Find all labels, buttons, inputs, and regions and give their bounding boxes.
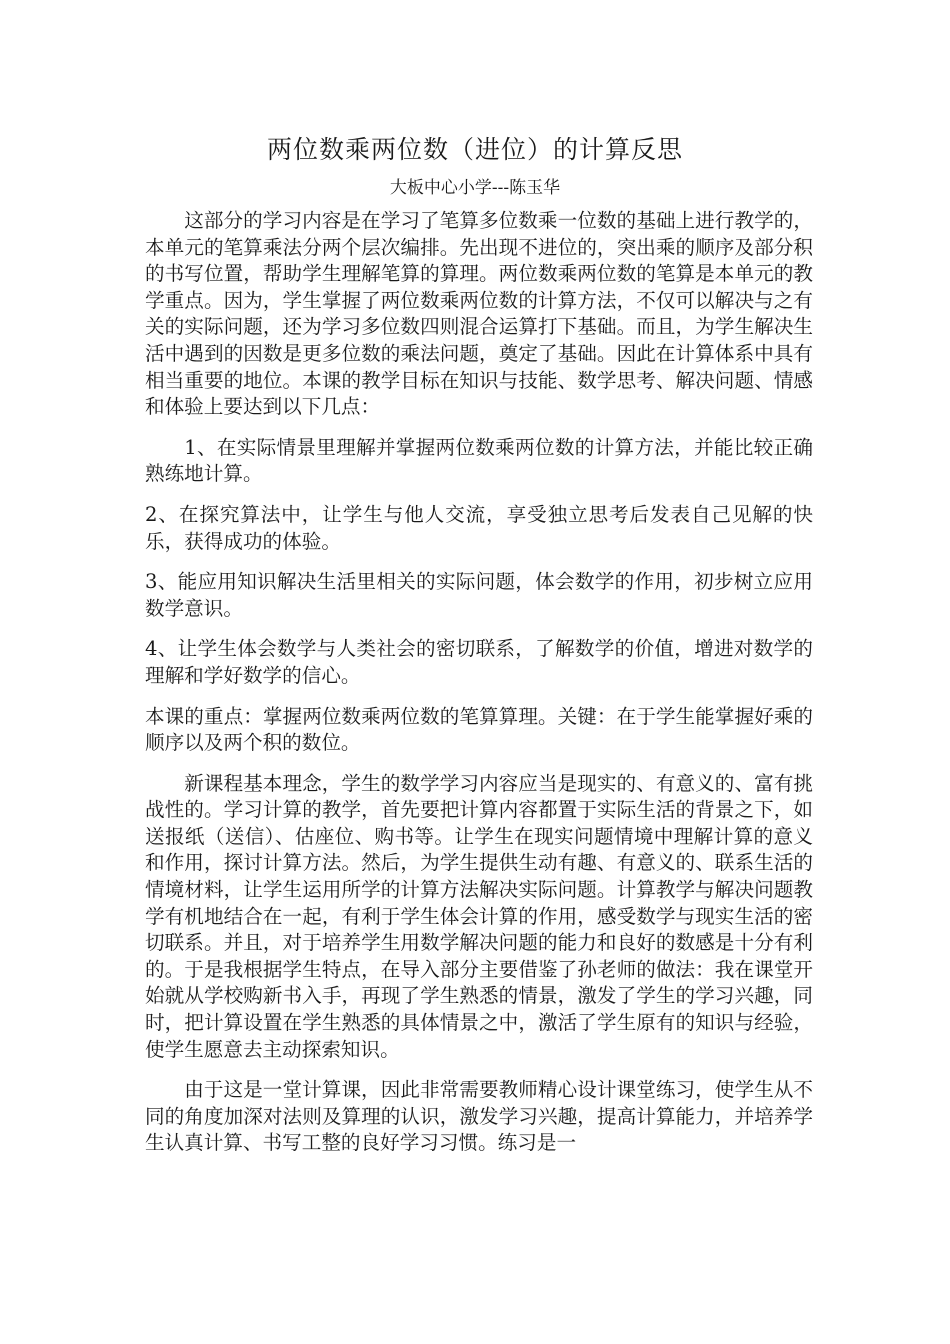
document-body bbox=[145, 208, 813, 1171]
paragraph-goal-2: 2、在探究算法中，让学生与他人交流，享受独立思考后发表自己见解的快乐，获得成功的体验。 bbox=[145, 502, 813, 553]
document-title: 两位数乘两位数（进位）的计算反思 bbox=[266, 135, 683, 164]
paragraph-curriculum-concept: 新课程基本理念，学生的数学学习内容应当是现实的、有意义的、富有挑战性的。学习计算的教学，首先要把计算内容都置于实际生活的背景之下，如送报纸（送信）、估座位、购书等。让学生在现实问题情境中理解计算的意义和作用，探讨计算方法。然后，为学生提供生动有趣、有意义的、联系生活的情境材料，让学生运用所学的计算方法解决实际问题。计算教学与解决问题教学有机地结合在一起，有利于学生体会计算的作用，感受数学与现实生活的密切联系。并且，对于培养学生用数学解决问题的能力和良好的数感是十分有利的。于是我根据学生特点，在导入部分主要借鉴了孙老师的做法：我在课堂开始就从学校购新书入手，再现了学生熟悉的情景，激发了学生的学习兴趣，同时，把计算设置在学生熟悉的具体情景之中，激活了学生原有的知识与经验，使学生愿意去主动探索知识。 bbox=[145, 771, 813, 1061]
paragraph-practice: 由于这是一堂计算课，因此非常需要教师精心设计课堂练习，使学生从不同的角度加深对法则及算理的认识，激发学习兴趣，提高计算能力，并培养学生认真计算、书写工整的良好学习习惯。练习是一 bbox=[145, 1078, 813, 1155]
paragraph-key-points: 本课的重点：掌握两位数乘两位数的笔算算理。关键：在于学生能掌握好乘的顺序以及两个积的数位。 bbox=[145, 704, 813, 755]
paragraph-intro: 这部分的学习内容是在学习了笔算多位数乘一位数的基础上进行教学的，本单元的笔算乘法分两个层次编排。先出现不进位的，突出乘的顺序及部分积的书写位置，帮助学生理解笔算的算理。两位数乘两位数的笔算是本单元的教学重点。因为，学生掌握了两位数乘两位数的计算方法，不仅可以解决与之有关的实际问题，还为学习多位数四则混合运算打下基础。而且，为学生解决生活中遇到的因数是更多位数的乘法问题，奠定了基础。因此在计算体系中具有相当重要的地位。本课的教学目标在知识与技能、数学思考、解决问题、情感和体验上要达到以下几点： bbox=[145, 209, 813, 419]
document-author: 大板中心小学---陈玉华 bbox=[389, 178, 561, 198]
paragraph-goal-4: 4、让学生体会数学与人类社会的密切联系，了解数学的价值，增进对数学的理解和学好数学的信心。 bbox=[145, 637, 813, 687]
paragraph-goal-1: 1、在实际情景里理解并掌握两位数乘两位数的计算方法，并能比较正确熟练地计算。 bbox=[145, 435, 813, 486]
paragraph-goal-3: 3、能应用知识解决生活里相关的实际问题，体会数学的作用，初步树立应用数学意识。 bbox=[145, 570, 813, 620]
